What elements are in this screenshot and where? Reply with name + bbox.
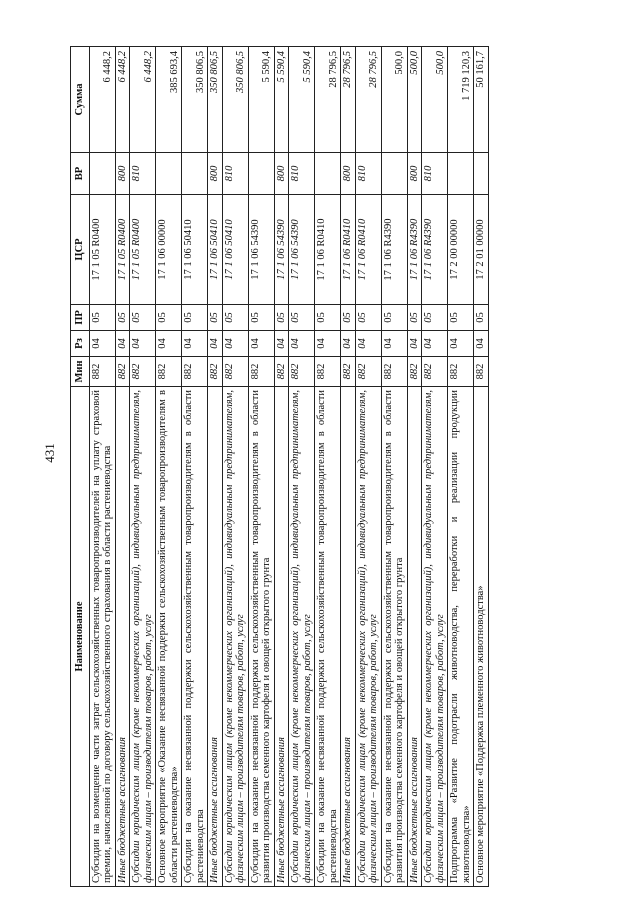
cell-min: 882	[381, 357, 407, 387]
cell-pr: 05	[208, 305, 223, 331]
cell-name: Иные бюджетные ассигнования	[341, 387, 356, 887]
cell-sum: 350 806,5	[208, 47, 223, 153]
cell-sum: 385 693,4	[156, 47, 182, 153]
cell-csr: 17 1 06 54390	[248, 195, 274, 305]
cell-rz: 04	[274, 331, 289, 357]
cell-sum: 500,0	[422, 47, 448, 153]
cell-rz: 04	[355, 331, 381, 357]
cell-min: 882	[156, 357, 182, 387]
cell-rz: 04	[341, 331, 356, 357]
header-min: Мин	[71, 357, 90, 387]
cell-name: Субсидии юридическим лицам (кроме некоммерческих организаций), индивидуальным предпринимателям, физическим лицам – производителям товаров, работ, услуг	[289, 387, 315, 887]
cell-name: Иные бюджетные ассигнования	[115, 387, 130, 887]
cell-csr: 17 2 01 00000	[474, 195, 489, 305]
cell-csr: 17 1 06 R4390	[407, 195, 422, 305]
cell-pr: 05	[448, 305, 474, 331]
table-row	[448, 47, 474, 887]
header-name: Наименование	[71, 387, 90, 887]
cell-vr	[381, 153, 407, 195]
cell-name: Субсидии юридическим лицам (кроме некоммерческих организаций), индивидуальным предпринимателям, физическим лицам – производителям товаров, работ, услуг	[130, 387, 156, 887]
table-row	[248, 47, 274, 887]
cell-rz: 04	[156, 331, 182, 357]
cell-vr: 800	[208, 153, 223, 195]
table-row	[355, 47, 381, 887]
cell-min: 882	[341, 357, 356, 387]
cell-sum: 350 806,5	[182, 47, 208, 153]
cell-sum: 350 806,5	[222, 47, 248, 153]
cell-csr: 17 1 06 50410	[222, 195, 248, 305]
cell-rz: 04	[115, 331, 130, 357]
table-row	[115, 47, 130, 887]
cell-csr: 17 1 06 R4390	[422, 195, 448, 305]
cell-sum: 500,0	[407, 47, 422, 153]
cell-csr: 17 1 06 R0410	[355, 195, 381, 305]
cell-min: 882	[130, 357, 156, 387]
cell-name: Иные бюджетные ассигнования	[407, 387, 422, 887]
cell-sum: 5 590,4	[289, 47, 315, 153]
cell-sum: 5 590,4	[248, 47, 274, 153]
cell-min: 882	[248, 357, 274, 387]
cell-min: 882	[222, 357, 248, 387]
cell-pr: 05	[355, 305, 381, 331]
table-row	[422, 47, 448, 887]
cell-rz: 04	[381, 331, 407, 357]
cell-min: 882	[448, 357, 474, 387]
cell-min: 882	[315, 357, 341, 387]
header-sum: Сумма	[71, 47, 90, 153]
header-vr: ВР	[71, 153, 90, 195]
table-row	[274, 47, 289, 887]
cell-pr: 05	[422, 305, 448, 331]
cell-vr: 810	[422, 153, 448, 195]
cell-min: 882	[474, 357, 489, 387]
table-row	[208, 47, 223, 887]
cell-vr: 810	[355, 153, 381, 195]
cell-min: 882	[289, 357, 315, 387]
cell-name: Иные бюджетные ассигнования	[208, 387, 223, 887]
cell-name: Субсидии на оказание несвязанной поддержки сельскохозяйственным товаропроизводителям в области растениеводства	[315, 387, 341, 887]
cell-csr: 17 1 06 54390	[289, 195, 315, 305]
cell-sum: 5 590,4	[274, 47, 289, 153]
cell-sum: 28 796,5	[315, 47, 341, 153]
cell-rz: 04	[315, 331, 341, 357]
cell-vr: 810	[222, 153, 248, 195]
budget-table-rotated	[70, 47, 625, 887]
cell-csr: 17 2 00 00000	[448, 195, 474, 305]
cell-vr: 800	[407, 153, 422, 195]
cell-name: Субсидии юридическим лицам (кроме некоммерческих организаций), индивидуальным предпринимателям, физическим лицам – производителям товаров, работ, услуг	[355, 387, 381, 887]
cell-csr: 17 1 06 00000	[156, 195, 182, 305]
table-row	[222, 47, 248, 887]
cell-pr: 05	[407, 305, 422, 331]
cell-rz: 04	[422, 331, 448, 357]
cell-vr: 800	[341, 153, 356, 195]
cell-pr: 05	[182, 305, 208, 331]
cell-csr: 17 1 06 R0410	[341, 195, 356, 305]
cell-vr	[448, 153, 474, 195]
cell-name: Субсидии юридическим лицам (кроме некоммерческих организаций), индивидуальным предпринимателям, физическим лицам – производителям товаров, работ, услуг	[222, 387, 248, 887]
cell-name: Субсидии юридическим лицам (кроме некоммерческих организаций), индивидуальным предпринимателям, физическим лицам – производителям товаров, работ, услуг	[422, 387, 448, 887]
cell-min: 882	[274, 357, 289, 387]
cell-rz: 04	[182, 331, 208, 357]
cell-csr: 17 1 06 54390	[274, 195, 289, 305]
header-rz: Рз	[71, 331, 90, 357]
cell-min: 882	[355, 357, 381, 387]
cell-csr: 17 1 06 50410	[182, 195, 208, 305]
cell-vr	[89, 153, 115, 195]
cell-pr: 05	[115, 305, 130, 331]
budget-table	[70, 46, 489, 887]
cell-name: Субсидии на возмещение части затрат сельскохозяйственных товаропроизводителей на уплату страховой премии, начисленной по договору сельскохозяйственного страхования в области растениеводства	[89, 387, 115, 887]
cell-rz: 04	[474, 331, 489, 357]
cell-vr: 810	[130, 153, 156, 195]
header-csr: ЦСР	[71, 195, 90, 305]
table-row	[381, 47, 407, 887]
cell-vr	[315, 153, 341, 195]
table-row	[289, 47, 315, 887]
table-row	[474, 47, 489, 887]
cell-vr: 800	[274, 153, 289, 195]
table-row	[341, 47, 356, 887]
cell-name: Субсидии на оказание несвязанной поддержки сельскохозяйственным товаропроизводителям в области развития производства семенного картофеля и овощей открытого грунта	[381, 387, 407, 887]
cell-sum: 6 448,2	[130, 47, 156, 153]
cell-sum: 6 448,2	[115, 47, 130, 153]
cell-min: 882	[115, 357, 130, 387]
cell-rz: 04	[289, 331, 315, 357]
cell-name: Подпрограмма «Развитие подотрасли животноводства, переработки и реализации продукции животноводства»	[448, 387, 474, 887]
cell-pr: 05	[130, 305, 156, 331]
cell-vr: 800	[115, 153, 130, 195]
cell-csr: 17 1 06 R0410	[315, 195, 341, 305]
cell-rz: 04	[407, 331, 422, 357]
cell-name: Основное мероприятие «Поддержка племенного животноводства»	[474, 387, 489, 887]
cell-min: 882	[407, 357, 422, 387]
cell-vr: 810	[289, 153, 315, 195]
cell-sum: 500,0	[381, 47, 407, 153]
cell-name: Субсидии на оказание несвязанной поддержки сельскохозяйственным товаропроизводителям в области растениеводства	[182, 387, 208, 887]
cell-min: 882	[182, 357, 208, 387]
cell-pr: 05	[341, 305, 356, 331]
table-row	[407, 47, 422, 887]
cell-name: Основное мероприятие «Оказание несвязанной поддержки сельскохозяйственным товаропроизводителям в области растениеводства»	[156, 387, 182, 887]
cell-vr	[474, 153, 489, 195]
cell-pr: 05	[289, 305, 315, 331]
cell-name: Субсидии на оказание несвязанной поддержки сельскохозяйственным товаропроизводителям в области развития производства семенного картофеля и овощей открытого грунта	[248, 387, 274, 887]
cell-pr: 05	[248, 305, 274, 331]
cell-min: 882	[89, 357, 115, 387]
cell-name: Иные бюджетные ассигнования	[274, 387, 289, 887]
cell-csr: 17 1 06 R4390	[381, 195, 407, 305]
cell-pr: 05	[381, 305, 407, 331]
cell-pr: 05	[89, 305, 115, 331]
header-pr: ПР	[71, 305, 90, 331]
cell-rz: 04	[248, 331, 274, 357]
table-row	[89, 47, 115, 887]
table-row	[130, 47, 156, 887]
cell-pr: 05	[222, 305, 248, 331]
cell-min: 882	[208, 357, 223, 387]
cell-vr	[182, 153, 208, 195]
cell-pr: 05	[274, 305, 289, 331]
table-row	[156, 47, 182, 887]
cell-rz: 04	[89, 331, 115, 357]
cell-vr	[156, 153, 182, 195]
cell-sum: 28 796,5	[341, 47, 356, 153]
cell-pr: 05	[315, 305, 341, 331]
cell-vr	[248, 153, 274, 195]
cell-sum: 6 448,2	[89, 47, 115, 153]
cell-csr: 17 1 05 R0400	[89, 195, 115, 305]
cell-csr: 17 1 05 R0400	[130, 195, 156, 305]
cell-sum: 1 719 120,3	[448, 47, 474, 153]
cell-sum: 50 161,7	[474, 47, 489, 153]
cell-rz: 04	[130, 331, 156, 357]
table-row	[315, 47, 341, 887]
cell-rz: 04	[448, 331, 474, 357]
cell-rz: 04	[222, 331, 248, 357]
table-row	[182, 47, 208, 887]
cell-pr: 05	[474, 305, 489, 331]
cell-rz: 04	[208, 331, 223, 357]
cell-csr: 17 1 06 50410	[208, 195, 223, 305]
cell-csr: 17 1 05 R0400	[115, 195, 130, 305]
cell-min: 882	[422, 357, 448, 387]
cell-pr: 05	[156, 305, 182, 331]
cell-sum: 28 796,5	[355, 47, 381, 153]
table-header-row	[71, 47, 90, 887]
table-body	[89, 47, 488, 887]
page-number: 431	[41, 443, 57, 463]
